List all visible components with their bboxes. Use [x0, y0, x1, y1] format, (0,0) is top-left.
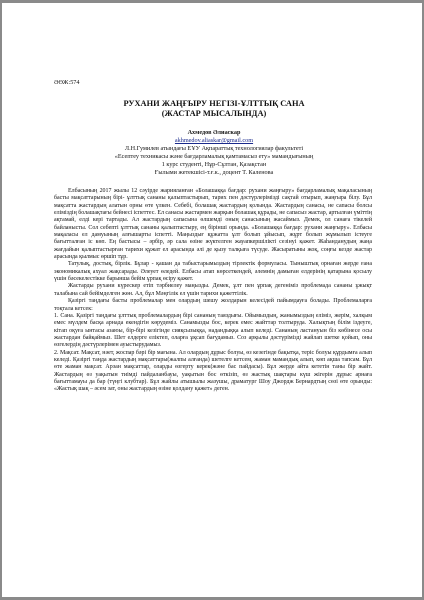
author-email-link[interactable]: akhmedov.aliaskar@gmail.com [174, 137, 254, 144]
paragraph: Қазіргі таңдағы басты проблемалар мен олардың шешу жолдарын келесідей пайымдауға болады. Проблемаларға тоқтала кетсек: [54, 298, 372, 312]
title-line-2: (ЖАСТАР МЫСАЛЫНДА) [161, 109, 267, 118]
affiliation-line-3: 1 курс студенті, Нұр-Сұлтан, Қазақстан [161, 161, 267, 168]
author-name: Ахмедов Әлиаскар [187, 129, 241, 136]
body-text [54, 188, 372, 394]
paragraph: Татулық, достық, бірлік. Бұлар - қашан да табыстарымыздың тірлектік формуласы. Тыныштық орнаған жерде ғана экономикалық ахуал жақсарады. Әлеует өледей. Елбасы атап көрсеткендей, әлемнің дамыған елдерінің қатарына қосылу үшін бәсекелестікке барынша бейім ұрпақ өсіру қажет. [54, 261, 372, 283]
paragraph: 1. Сана. Қазіргі таңдағы ұлттық проблемалардың бірі сананың таяздығы. Ойымыздың, жанымыздың еліміз, жерім, халқым емес мүлдем басқа арнада екендігін көрудеміз. Санамызды бос, керек емес жайттар толтыруда. Халықтың білім іздеуге, кітап оқуға ынтасы азаюы, бір-бірі кезігінде сияқсызыққа, надандыққа алып келеді. Сананың ластануын біз көбінесе осы жастардан байқаймыз. Шет елдерге еліктеп, оларға ұқсап бағудамыз. Соз арқылы дәстүрімізді жайлап шетке қойып, оны өзгелердің дәстүрлерімен ауыстырудамыз. [54, 312, 372, 349]
udc-code: ӘӨЖ:574 [54, 79, 80, 86]
supervisor-line: Ғылыми жетекшісі-т.ғ.к., доцент Т. Каленова [154, 169, 274, 176]
document-page [2, 3, 422, 597]
affiliation-line-1: Л.Н.Гумилев атындағы ЕҰУ Ақпараттық технологиялар факультеті [124, 145, 304, 152]
paragraph: 2. Мақсат. Мақсат, нәет, жоспар бәрі бір мағына. Ал олардың дұрыс болуы, өз кезегінде бақытқа, теріс болуы құрдымға алып келеді. Қазіргі таңда жастардың мақсаттары(жалпы алғанда) шетелге кетсем, жаман мамандық алып, көп ақша тапсам. Бұл өте жаман мақсат. Арзан мақсаттар, оларды өзгерту керек(және бас пайдасы). Бұл жерде айта кететін таны бір жайт. Жастардың өз уақытын тиімді пайдаланбауы, уақытын бос өткізіп, өз жастық шақтары күш жігерін дұрыс арнаға бағыттамауы да бар (түңгі клубтар). Бұл жайлы атышылы жазушы, драматург Шоу Джордж Бернардтың сөзі өте орынды: «Жастық шақ – әсем зат, оны жастардың өзіне қолдану қажет» деген. [54, 349, 372, 393]
paragraph: Жастарды рухани күрескер етіп тәрбиелеу маңызды. Демек, ұлт пен ұрпақ дегеніміз проблемада сананы ұжықт талабына сай бейімделген жөн. Ал, бұл Мәңгілік ел үшін тарихи қажеттілік. [54, 283, 372, 297]
title-line-1: РУХАНИ ЖАҢҒЫРУ НЕГІЗІ-ҰЛТТЫҚ САНА [123, 99, 305, 108]
paragraph: Елбасының 2017 жылы 12 сәуірде жарияланған «Болашаққа бағдар: рухани жаңғыру» бағдарламалық мақаласының басты мақсаттарының бірі- ұлттық сананы қалыптастырып, тарих пен дәстүрлерімізді сақтай отырып, жаңғыра білу. Бұл мақсатта жастардың алатын орны өте үлкен. Себебі, болашақ жастардың қолында. Жастардың санасы, не сапасы болсы еліміздің болашақтағы бейнесі іспеттес. Ел санасы жастармен жарқын болашақ құрады, не сапасыз жастар, артылған үміттің ақтамай, елді кері тартады. Ал жастардың сапасына өлшемді оның санасының жасаймыз. Демек, ол санаға тікелей байланысты. Сол себепті ұлттық сананы қалыптастыру, ең бірінші орында. «Болашаққа бағдар: рухани жаңғыру». Елбасы мақаласы ел дамуының алғышарты іспетті. Маңыздығ құжатта ұлт болып ұйысып, жұрт болып жұмылып істеуге бағытталған іс көп. Ең бастысы – әрбір, әр сала өзіне жүктелген жауапкершілікті сезінуі қажет. Жаһанданудың жаңа жағдайын қалыптастырған тарихи құжат ел арасында әлі де қызу талқыға түсуде. Жасыратыны жоқ, соңғы кезде жастар арасында қылмыс өршіп тұр. [54, 188, 372, 261]
affiliation-line-2: «Есептеу техникасы және бағдарламалық қамтамасыз ету» мамандығының [114, 153, 314, 160]
